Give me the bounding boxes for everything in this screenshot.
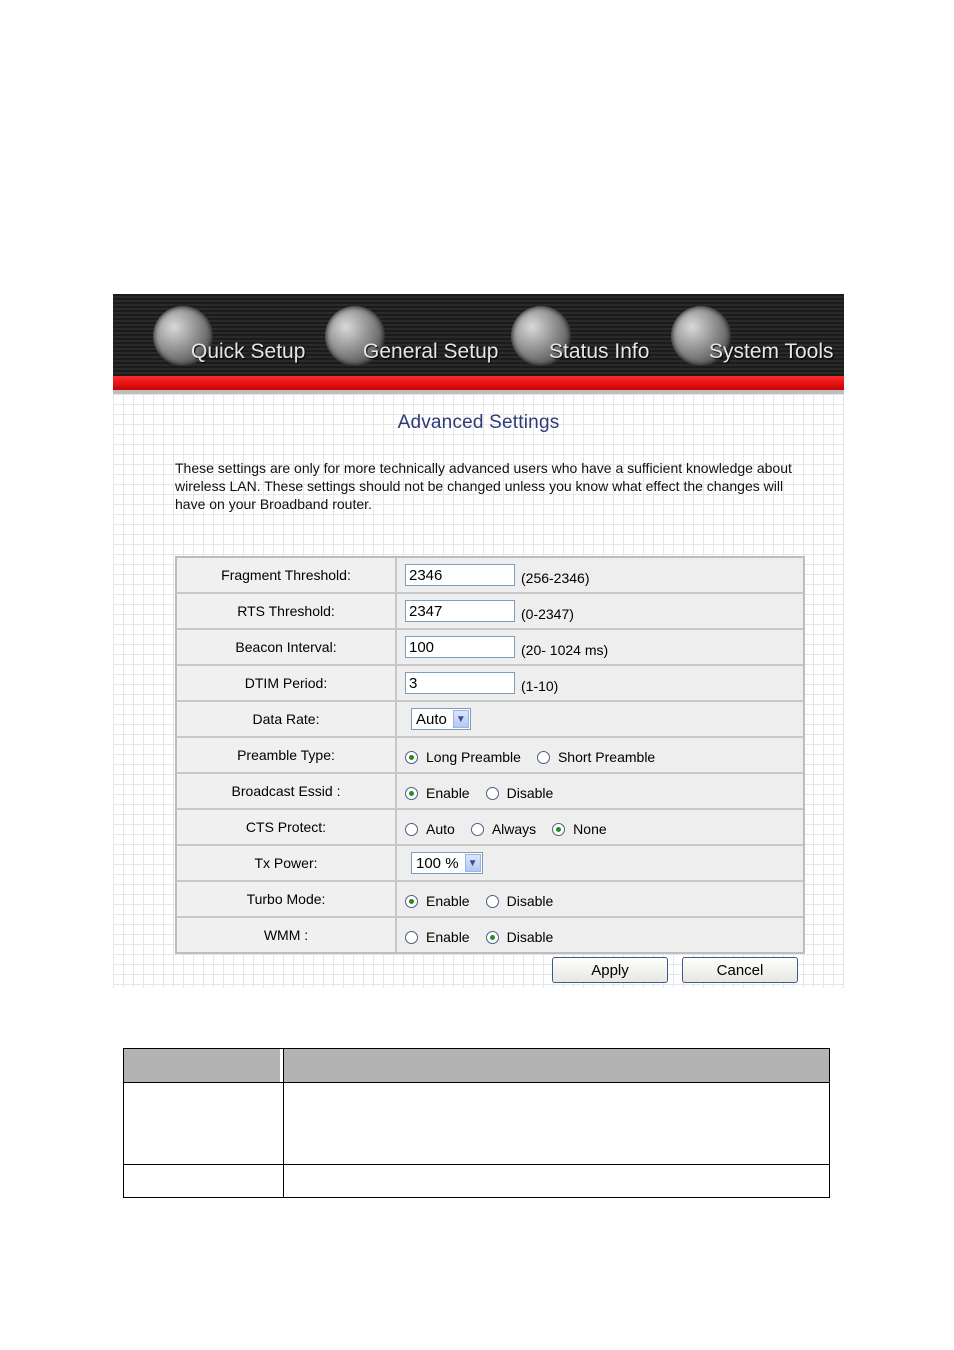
- apply-button[interactable]: Apply: [552, 957, 668, 983]
- red-divider-bar: [113, 376, 844, 390]
- radio-selected-icon[interactable]: [552, 823, 565, 836]
- dtim-period-label: DTIM Period:: [177, 666, 397, 700]
- wmm-enable-radio[interactable]: [405, 929, 470, 945]
- row-tx-power: [177, 846, 803, 882]
- radio-unselected-icon[interactable]: [486, 895, 499, 908]
- row-turbo-mode: [177, 882, 803, 918]
- dtim-period-hint: (1-10): [521, 678, 559, 694]
- turbo-enable-label: Enable: [426, 893, 470, 909]
- essid-enable-label: Enable: [426, 785, 470, 801]
- fragment-threshold-input[interactable]: [405, 564, 515, 586]
- nav-system-tools-label: System Tools: [709, 340, 834, 363]
- beacon-interval-input[interactable]: [405, 636, 515, 658]
- tx-power-label: Tx Power:: [177, 846, 397, 880]
- radio-unselected-icon[interactable]: [537, 751, 550, 764]
- cts-always-radio[interactable]: [471, 821, 536, 837]
- row-cts-protect: [177, 810, 803, 846]
- preamble-long-label: Long Preamble: [426, 749, 521, 765]
- preamble-type-label: Preamble Type:: [177, 738, 397, 772]
- radio-selected-icon[interactable]: [405, 787, 418, 800]
- turbo-disable-label: Disable: [506, 893, 554, 909]
- top-navigation-bar: [113, 294, 844, 376]
- row-fragment-threshold: [177, 558, 803, 594]
- row-wmm: [177, 918, 803, 952]
- cts-none-label: None: [573, 821, 607, 837]
- wmm-enable-label: Enable: [426, 929, 470, 945]
- turbo-disable-radio[interactable]: [486, 893, 554, 909]
- rts-threshold-input[interactable]: [405, 600, 515, 622]
- rts-threshold-label: RTS Threshold:: [177, 594, 397, 628]
- preamble-short-radio[interactable]: [537, 749, 655, 765]
- fragment-threshold-hint: (256-2346): [521, 570, 590, 586]
- dtim-period-input[interactable]: [405, 672, 515, 694]
- row-broadcast-essid: [177, 774, 803, 810]
- row-rts-threshold: [177, 594, 803, 630]
- radio-unselected-icon[interactable]: [405, 931, 418, 944]
- column-divider: [283, 1049, 284, 1197]
- nav-general-setup-label: General Setup: [363, 340, 499, 363]
- rts-threshold-hint: (0-2347): [521, 606, 574, 622]
- wmm-disable-label: Disable: [506, 929, 554, 945]
- row-divider: [124, 1164, 829, 1165]
- grey-divider-bar: [113, 390, 844, 394]
- cts-always-label: Always: [491, 821, 537, 837]
- radio-selected-icon[interactable]: [405, 895, 418, 908]
- nav-system-tools[interactable]: [671, 306, 841, 370]
- row-preamble-type: [177, 738, 803, 774]
- radio-unselected-icon[interactable]: [405, 823, 418, 836]
- tx-power-selected-value: 100 %: [416, 854, 459, 872]
- row-dtim-period: [177, 666, 803, 702]
- nav-general-setup[interactable]: [325, 306, 505, 370]
- turbo-mode-label: Turbo Mode:: [177, 882, 397, 916]
- intro-text: These settings are only for more technically advanced users who have a sufficient knowledge about wireless LAN. These settings should not be changed unless you know what effect the changes will have on your Broadband router.: [175, 460, 792, 512]
- data-rate-label: Data Rate:: [177, 702, 397, 736]
- page-title: Advanced Settings: [397, 412, 560, 433]
- tx-power-select[interactable]: [411, 852, 483, 874]
- nav-status-info[interactable]: [511, 306, 661, 370]
- fragment-threshold-label: Fragment Threshold:: [177, 558, 397, 592]
- chevron-down-icon[interactable]: ▼: [465, 854, 481, 872]
- essid-enable-radio[interactable]: [405, 785, 470, 801]
- description-table-header: [124, 1049, 829, 1083]
- data-rate-selected-value: Auto: [416, 710, 447, 728]
- settings-table: [175, 556, 805, 954]
- cts-protect-label: CTS Protect:: [177, 810, 397, 844]
- nav-quick-setup[interactable]: [153, 306, 313, 370]
- cts-none-radio[interactable]: [552, 821, 606, 837]
- wmm-label: WMM :: [177, 918, 397, 952]
- description-table: [123, 1048, 830, 1198]
- turbo-enable-radio[interactable]: [405, 893, 470, 909]
- beacon-interval-hint: (20- 1024 ms): [521, 642, 609, 658]
- nav-status-info-label: Status Info: [549, 340, 650, 363]
- wmm-disable-radio[interactable]: [486, 929, 554, 945]
- essid-disable-radio[interactable]: [486, 785, 554, 801]
- row-beacon-interval: [177, 630, 803, 666]
- chevron-down-icon[interactable]: ▼: [453, 710, 469, 728]
- essid-disable-label: Disable: [506, 785, 554, 801]
- preamble-long-radio[interactable]: [405, 749, 521, 765]
- radio-selected-icon[interactable]: [405, 751, 418, 764]
- radio-unselected-icon[interactable]: [486, 787, 499, 800]
- preamble-short-label: Short Preamble: [557, 749, 656, 765]
- cts-auto-label: Auto: [426, 821, 455, 837]
- row-data-rate: [177, 702, 803, 738]
- broadcast-essid-label: Broadcast Essid :: [177, 774, 397, 808]
- data-rate-select[interactable]: [411, 708, 471, 730]
- cancel-button[interactable]: Cancel: [682, 957, 798, 983]
- radio-unselected-icon[interactable]: [471, 823, 484, 836]
- radio-selected-icon[interactable]: [486, 931, 499, 944]
- beacon-interval-label: Beacon Interval:: [177, 630, 397, 664]
- cts-auto-radio[interactable]: [405, 821, 455, 837]
- nav-quick-setup-label: Quick Setup: [191, 340, 306, 363]
- router-admin-panel: [113, 294, 844, 988]
